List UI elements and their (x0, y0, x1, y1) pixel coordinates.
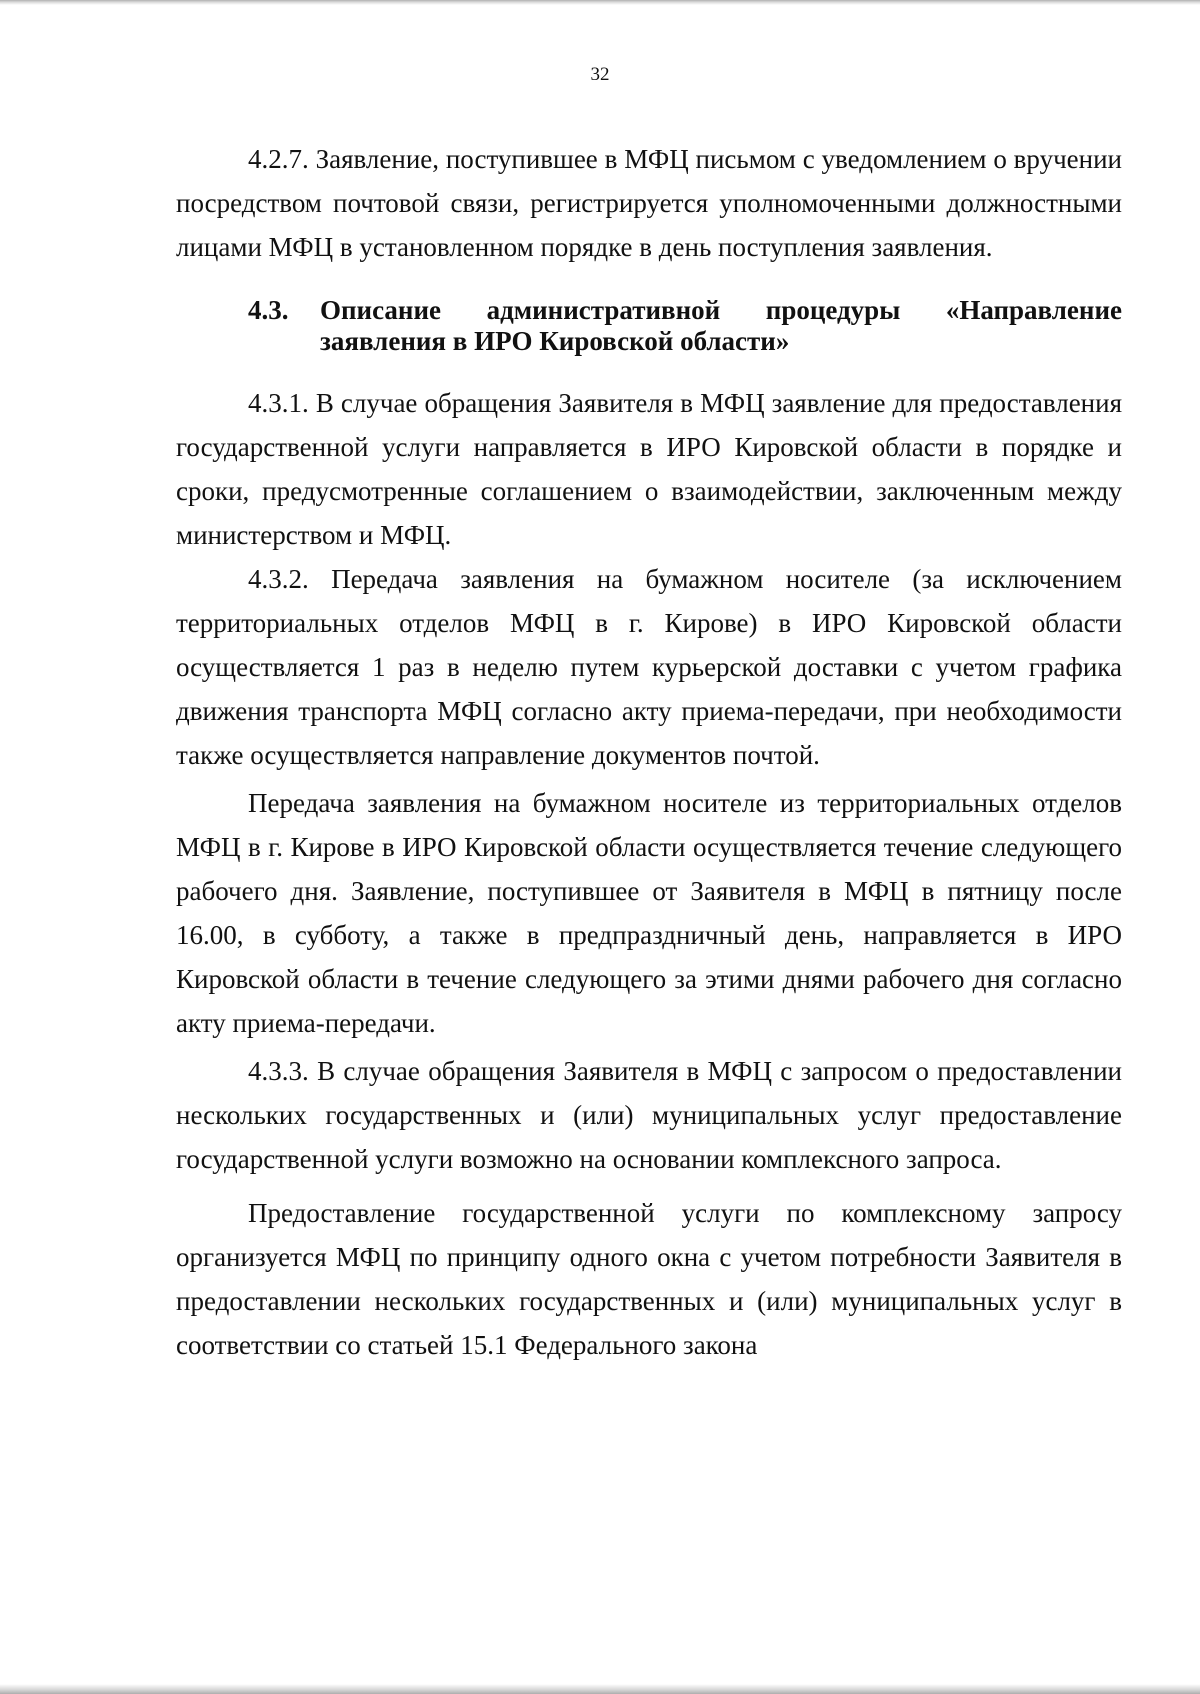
section-number: 4.3. (248, 295, 289, 325)
scan-edge-bottom (0, 1684, 1200, 1694)
paragraph-complex-request: Предоставление государственной услуги по комплексному запросу организуется МФЦ по принципу одного окна с учетом потребности Заявителя в предоставлении нескольких государственных и (или) муниципальных услуг в соответствии со статьей 15.1 Федерального закона (176, 1198, 1122, 1360)
document-body (176, 137, 1122, 1367)
paragraph-kirov-transfer: Передача заявления на бумажном носителе из территориальных отделов МФЦ в г. Кирове в ИРО Кировской области осуществляется течение следующего рабочего дня. Заявление, поступившее от Заявителя в МФЦ в пятницу после 16.00, в субботу, а также в предпраздничный день, направляется в ИРО Кировской области в течение следующего за этими днями рабочего дня согласно акту приема-передачи. (176, 788, 1122, 1038)
scan-edge-top (0, 0, 1200, 5)
paragraph-4-2-7: 4.2.7. Заявление, поступившее в МФЦ письмом с уведомлением о вручении посредством почтовой связи, регистрируется уполномоченными должностными лицами МФЦ в установленном порядке в день поступления заявления. (176, 144, 1122, 262)
section-heading-4-3 (176, 295, 1122, 357)
page-number: 32 (590, 64, 610, 85)
paragraph-4-3-2: 4.3.2. Передача заявления на бумажном носителе (за исключением территориальных отделов МФЦ в г. Кирове) в ИРО Кировской области осуществляется 1 раз в неделю путем курьерской доставки с учетом графика движения транспорта МФЦ согласно акту приема-передачи, при необходимости также осуществляется направление документов почтой. (176, 564, 1122, 770)
paragraph-4-3-1: 4.3.1. В случае обращения Заявителя в МФЦ заявление для предоставления государственной услуги направляется в ИРО Кировской области в порядке и сроки, предусмотренные соглашением о взаимодействии, заключенным между министерством и МФЦ. (176, 388, 1122, 550)
section-title: Описание административной процедуры «Направление заявления в ИРО Кировской области» (320, 295, 1122, 356)
paragraph-4-3-3: 4.3.3. В случае обращения Заявителя в МФЦ с запросом о предоставлении нескольких государственных и (или) муниципальных услуг предоставление государственной услуги возможно на основании комплексного запроса. (176, 1056, 1122, 1174)
